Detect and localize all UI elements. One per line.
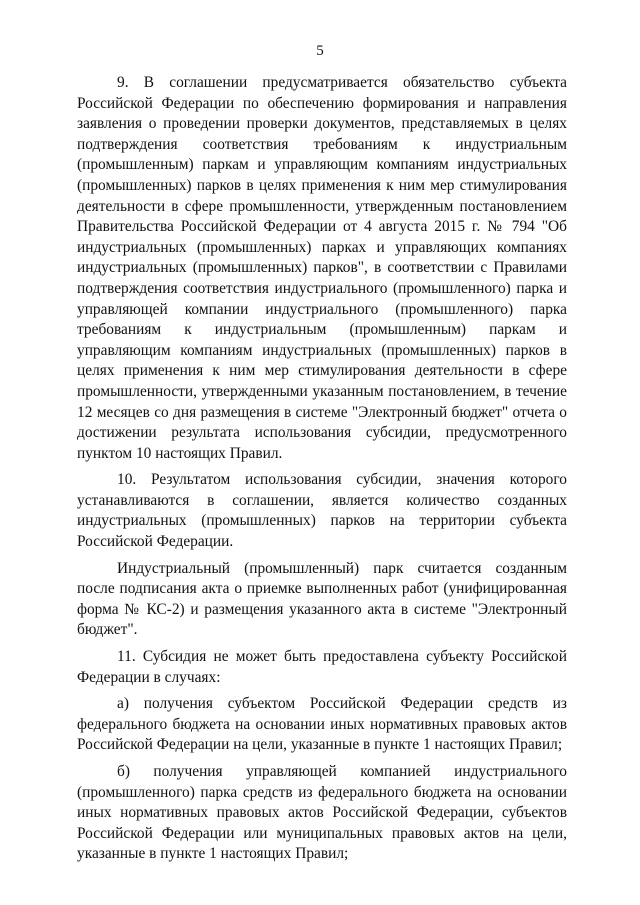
- paragraph-item-10: 10. Результатом использования субсидии, значения которого устанавливаются в соглашении, является количество созданных индустриальных (промышленных) парков на территории субъекта Российской Федерации.: [77, 471, 567, 551]
- paragraph-subitem-a: а) получения субъектом Российской Федерации средств из федерального бюджета на основании иных нормативных правовых актов Российской Федерации на цели, указанные в пункте 1 настоящих Правил;: [77, 695, 567, 754]
- paragraph-industrial-park-created: Индустриальный (промышленный) парк считается созданным после подписания акта о приемке выполненных работ (унифицированная форма № КС-2) и размещения указанного акта в системе "Электронный бюджет".: [77, 559, 567, 639]
- document-body: [77, 73, 567, 865]
- paragraph-subitem-b: б) получения управляющей компанией индустриального (промышленного) парка средств из федерального бюджета на основании иных нормативных правовых актов Российской Федерации, субъектов Российской Федерации или муниципальных правовых актов на цели, указанные в пункте 1 настоящих Правил;: [77, 763, 567, 863]
- paragraph-item-11: 11. Субсидия не может быть предоставлена субъекту Российской Федерации в случаях:: [77, 648, 567, 686]
- page-number: 5: [316, 43, 324, 59]
- paragraph-item-9: 9. В соглашении предусматривается обязательство субъекта Российской Федерации по обеспечению формирования и направления заявления о проведении проверки документов, представляемых в целях подтверждения соответствия требованиям к индустриальным (промышленным) паркам и управляющим компаниям индустриальных (промышленных) парков в целях применения к ним мер стимулирования деятельности в сфере промышленности, утвержденным постановлением Правительства Российской Федерации от 4 августа 2015 г. № 794 "Об индустриальных (промышленных) парках и управляющих компаниях индустриальных (промышленных) парков", в соответствии с Правилами подтверждения соответствия индустриального (промышленного) парка и управляющей компании индустриального (промышленного) парка требованиям к индустриальным (промышленным) паркам и управляющим компаниям индустриальных (промышленных) парков в целях применения к ним мер стимулирования деятельности в сфере промышленности, утвержденными указанным постановлением, в течение 12 месяцев со дня размещения в системе "Электронный бюджет" отчета о достижении результата использования субсидии, предусмотренного пунктом 10 настоящих Правил.: [77, 74, 567, 462]
